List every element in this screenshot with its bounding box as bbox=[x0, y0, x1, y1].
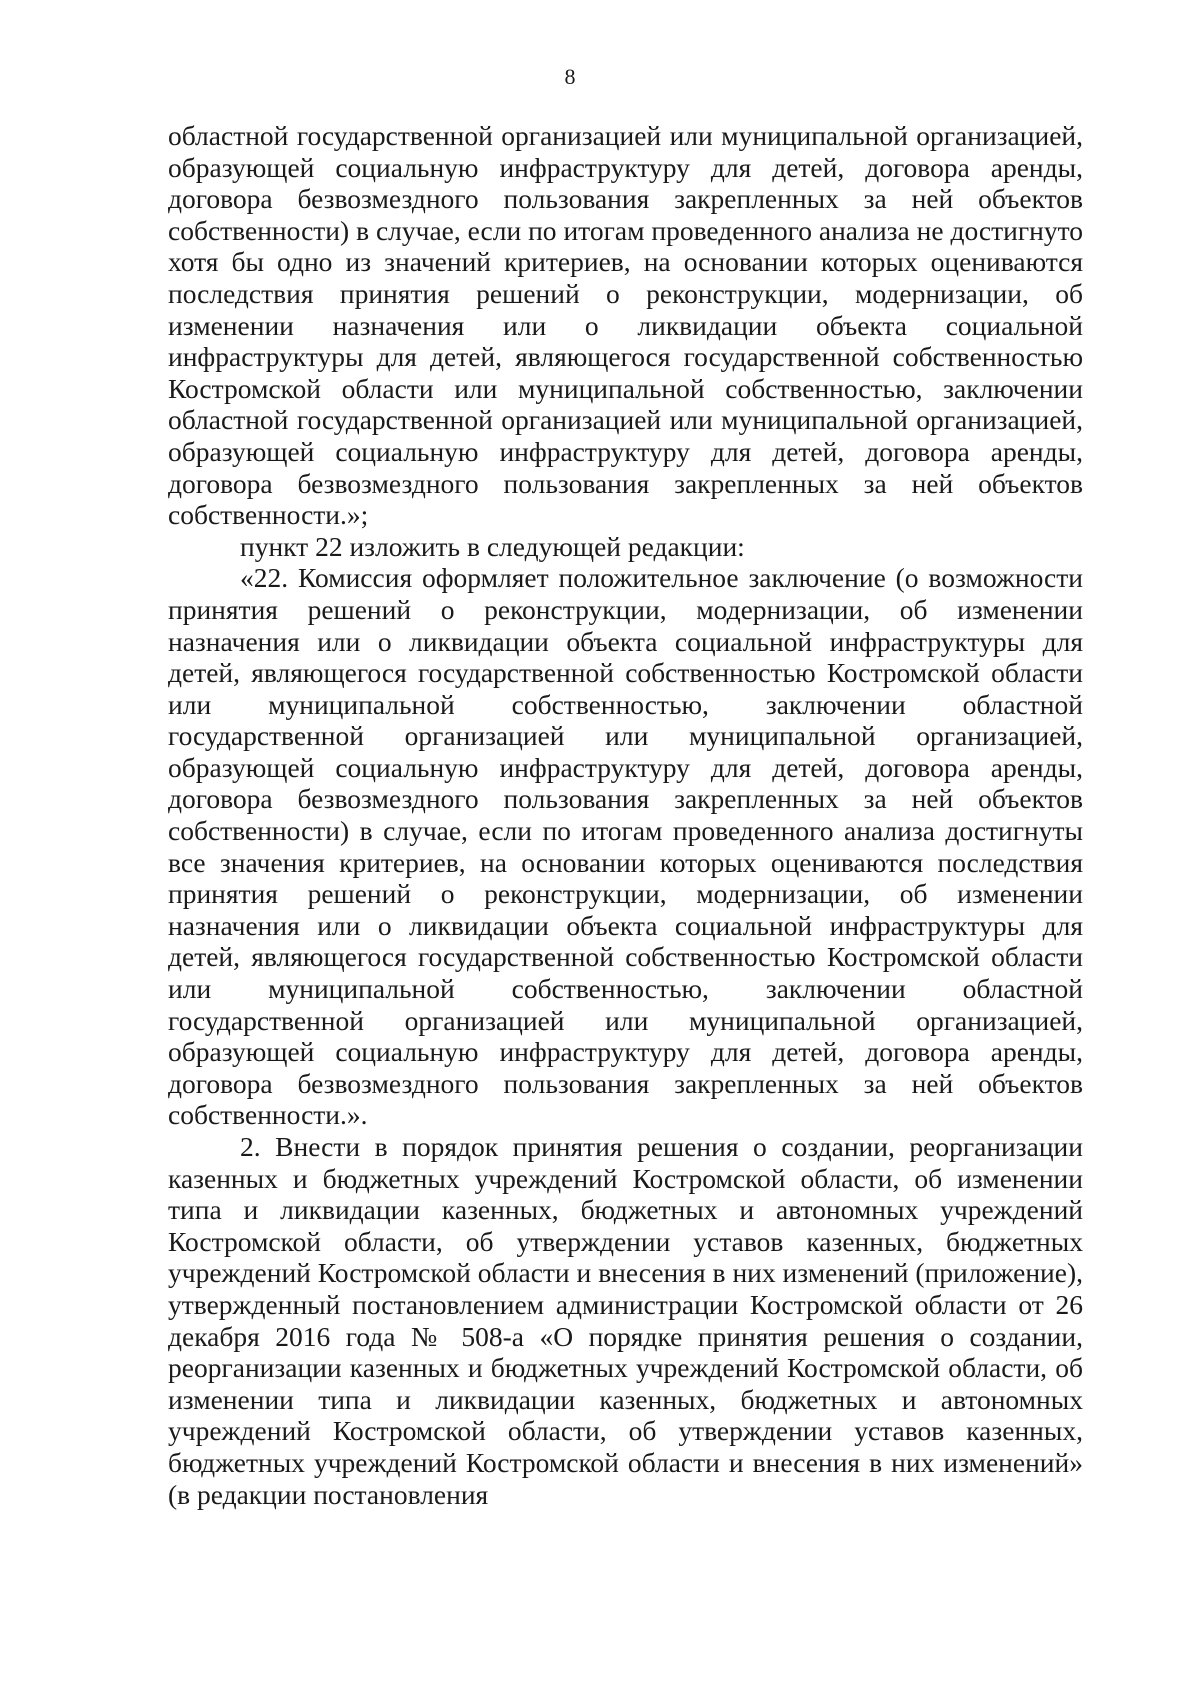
paragraph-item-22: «22. Комиссия оформляет положительное заключение (о возможности принятия решений о реконструкции, модернизации, об изменении назначения или о ликвидации объекта социальной инфраструктуры для детей, являющегося государственной собственностью Костромской области или муниципальной собственностью, заключении областной государственной организацией или муниципальной организацией, образующей социальную инфраструктуру для детей, договора аренды, договора безвозмездного пользования закрепленных за ней объектов собственности) в случае, если по итогам проведенного анализа достигнуты все значения критериев, на основании которых оцениваются последствия принятия решений о реконструкции, модернизации, об изменении назначения или о ликвидации объекта социальной инфраструктуры для детей, являющегося государственной собственностью Костромской области или муниципальной собственностью, заключении областной государственной организацией или муниципальной организацией, образующей социальную инфраструктуру для детей, договора аренды, договора безвозмездного пользования закрепленных за ней объектов собственности.». bbox=[168, 562, 1083, 1131]
page-number: 8 bbox=[564, 64, 576, 89]
paragraph-item-2: 2. Внести в порядок принятия решения о создании, реорганизации казенных и бюджетных учреждений Костромской области, об изменении типа и ликвидации казенных, бюджетных и автономных учреждений Костромской области, об утверждении уставов казенных, бюджетных учреждений Костромской области и внесения в них изменений (приложение), утвержденный постановлением администрации Костромской области от 26 декабря 2016 года № 508-а «О порядке принятия решения о создании, реорганизации казенных и бюджетных учреждений Костромской области, об изменении типа и ликвидации казенных, бюджетных и автономных учреждений Костромской области, об утверждении уставов казенных, бюджетных учреждений Костромской области и внесения в них изменений» (в редакции постановления bbox=[168, 1131, 1083, 1510]
document-body bbox=[168, 120, 1083, 1510]
paragraph-item-22-intro: пункт 22 изложить в следующей редакции: bbox=[240, 530, 745, 562]
paragraph-continuation: областной государственной организацией или муниципальной организацией, образующей социальную инфраструктуру для детей, договора аренды, договора безвозмездного пользования закрепленных за ней объектов собственности) в случае, если по итогам проведенного анализа не достигнуто хотя бы одно из значений критериев, на основании которых оцениваются последствия принятия решений о реконструкции, модернизации, об изменении назначения или о ликвидации объекта социальной инфраструктуры для детей, являющегося государственной собственностью Костромской области или муниципальной собственностью, заключении областной государственной организацией или муниципальной организацией, образующей социальную инфраструктуру для детей, договора аренды, договора безвозмездного пользования закрепленных за ней объектов собственности.»; bbox=[168, 120, 1083, 531]
